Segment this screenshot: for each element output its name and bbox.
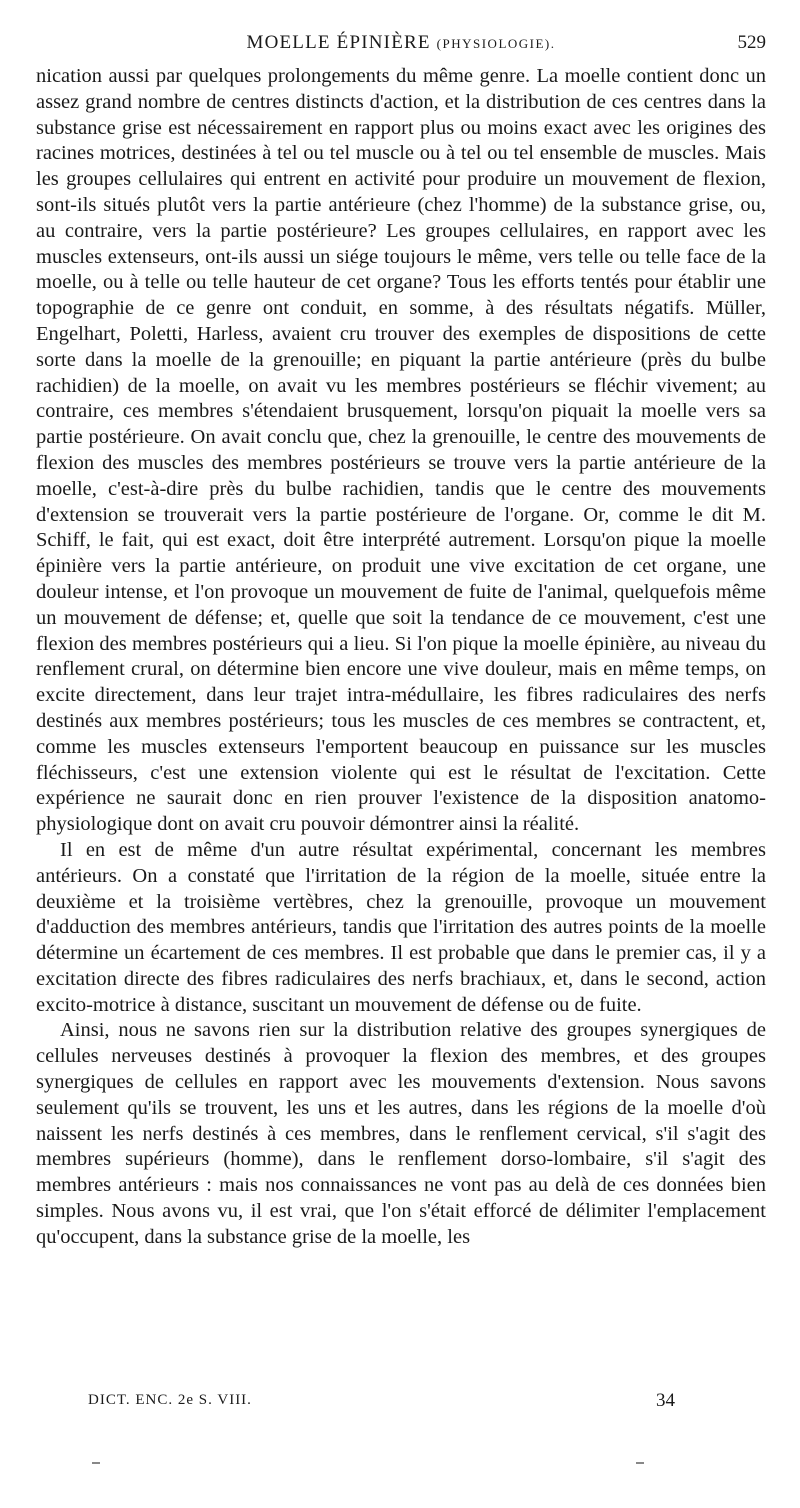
page-footer [36,1390,766,1416]
running-title [36,32,766,54]
running-head [36,30,766,60]
scan-speck [92,1462,100,1464]
signature-number: 34 [656,1390,675,1411]
signature-mark: DICT. ENC. 2e S. VIII. [88,1392,252,1408]
paragraph-3: Ainsi, nous ne savons rien sur la distribution relative des groupes synergiques de cellules nerveuses destinés à provoquer la flexion des membres, et des groupes synergiques de cellules en rapport avec les mouvements d'extension. Nous savons seulement qu'ils se trouvent, les uns et les autres, dans les régions de la moelle d'où naissent les nerfs destinés à ces membres, dans le renflement cervical, s'il s'agit des membres supérieurs (homme), dans le renflement dorso-lombaire, s'il s'agit des membres antérieurs : mais nos connaissances ne vont pas au delà de ces données bien simples. Nous avons vu, il est vrai, que l'on s'était efforcé de délimiter l'emplacement qu'occupent, dans la substance grise de la moelle, les [36,1019,766,1248]
scan-speck [636,1462,644,1464]
paragraph-2: Il en est de même d'un autre résultat expérimental, concernant les membres antérieurs. On a constaté que l'irritation de la région de la moelle, située entre la deuxième et la troisième vertèbres, chez la grenouille, provoque un mouvement d'adduction des membres antérieurs, tandis que l'irritation des autres points de la moelle détermine un écartement de ces membres. Il est probable que dans le premier cas, il y a excitation directe des fibres radiculaires des nerfs brachiaux, et, dans le second, action excito-motrice à distance, suscitant un mouvement de défense ou de fuite. [36,838,766,1016]
running-title-subtitle: (PHYSIOLOGIE). [436,36,556,51]
body-text [36,64,766,1251]
running-title-main: MOELLE ÉPINIÈRE [246,32,431,53]
paragraph-1: nication aussi par quelques prolongements du même genre. La moelle contient donc un assez grand nombre de centres distincts d'action, et la distribution de ces centres dans la substance grise est nécessairement en rapport plus ou moins exact avec les origines des racines motrices, destinées à tel ou tel muscle ou à tel ou tel ensemble de muscles. Mais les groupes cellulaires qui entrent en activité pour produire un mouvement de flexion, sont-ils situés plutôt vers la partie antérieure (chez l'homme) de la substance grise, ou, au contraire, vers la partie postérieure? Les groupes cellulaires, en rapport avec les muscles extenseurs, ont-ils aussi un siége toujours le même, vers telle ou telle face de la moelle, ou à telle ou telle hauteur de cet organe? Tous les efforts tentés pour établir une topographie de ce genre ont conduit, en somme, à des résultats négatifs. Müller, Engelhart, Poletti, Harless, avaient cru trouver des exemples de dispositions de cette sorte dans la moelle de la grenouille; en piquant la partie antérieure (près du bulbe rachidien) de la moelle, on avait vu les membres postérieurs se fléchir vivement; au contraire, ces membres s'étendaient brusquement, lorsqu'on piquait la moelle vers sa partie postérieure. On avait conclu que, chez la grenouille, le centre des mouvements de flexion des muscles des membres postérieurs se trouve vers la partie antérieure de la moelle, c'est-à-dire près du bulbe rachidien, tandis que le centre des mouvements d'extension se trouverait vers la partie postérieure de l'organe. Or, comme le dit M. Schiff, le fait, qui est exact, doit être interprété autrement. Lorsqu'on pique la moelle épinière vers la partie antérieure, on produit une vive excitation de cet organe, une douleur intense, et l'on provoque un mouvement de fuite de l'animal, quelquefois même un mouvement de défense; et, quelle que soit la tendance de ce mouvement, c'est une flexion des membres postérieurs qui a lieu. Si l'on pique la moelle épinière, au niveau du renflement crural, on détermine bien encore une vive douleur, mais en même temps, on excite directement, dans leur trajet intra-médullaire, les fibres radiculaires des nerfs destinés aux membres postérieurs; tous les muscles de ces membres se contractent, et, comme les muscles extenseurs l'emportent beaucoup en puissance sur les muscles fléchisseurs, c'est une extension violente qui est le résultat de l'excitation. Cette expérience ne saurait donc en rien prouver l'existence de la disposition anatomo-physiologique dont on avait cru pouvoir démontrer ainsi la réalité. [36,65,766,836]
page-number: 529 [737,32,766,53]
